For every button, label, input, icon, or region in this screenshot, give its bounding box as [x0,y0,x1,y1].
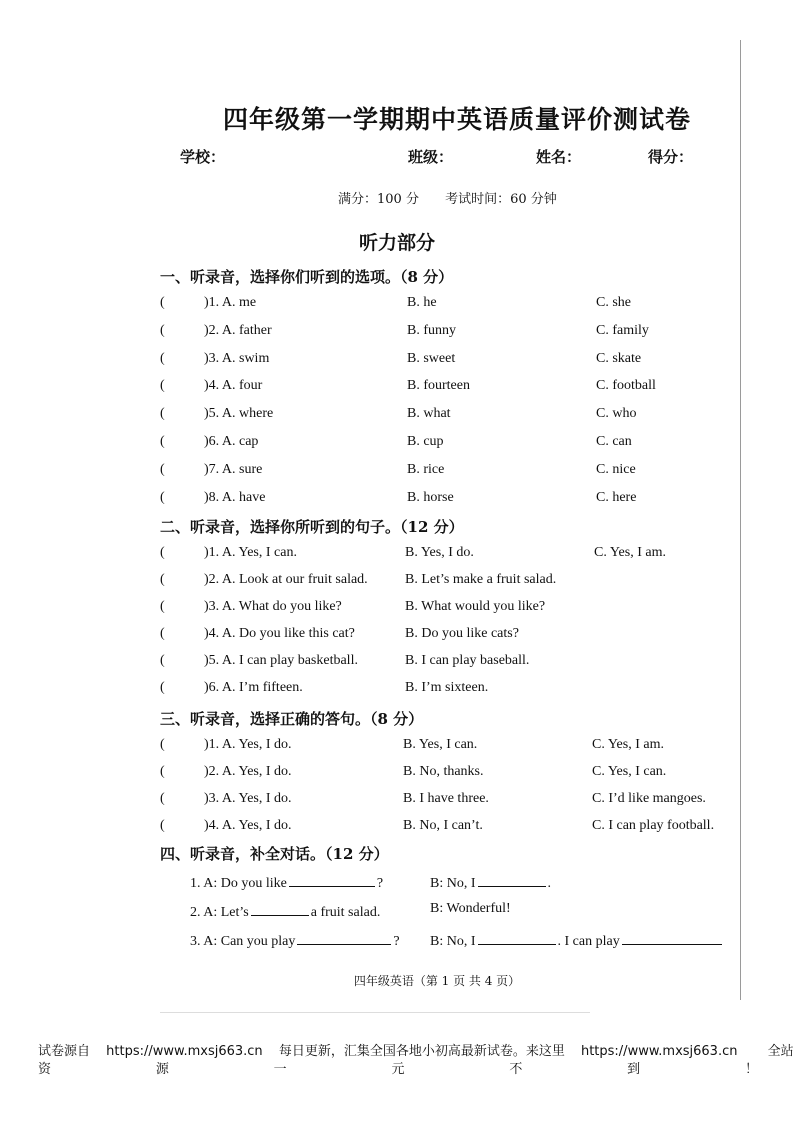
option-a: )2. A. father [204,322,272,338]
question-row [0,818,794,844]
option-a: )1. A. me [204,295,257,310]
question-row [0,490,794,516]
option-c: C. skate [596,350,642,366]
divider [160,1012,590,1013]
option-b: B. Yes, I can. [403,737,478,752]
total-score: 满分：100 分 [338,192,419,207]
option-a: )3. A. What do you like? [204,599,342,614]
answer-paren[interactable]: ( [160,406,165,422]
exam-time: 考试时间：60 分钟 [445,192,557,207]
source-notice-line2: 资 源 一 元 不 到 ！ [38,1062,758,1077]
answer-paren[interactable]: ( [160,350,165,366]
exam-title: 四年级第一学期期中英语质量评价测试卷 [222,105,691,134]
answer-paren[interactable]: ( [160,545,165,560]
page-footer: 四年级英语（第 1 页 共 4 页） [353,974,521,988]
part4-heading: 四、听录音，补全对话。（12 分） [160,845,389,863]
answer-paren[interactable]: ( [160,461,165,477]
question-row [0,653,794,679]
score-time-line [338,188,579,207]
question-row [0,572,794,598]
question-row [0,323,794,349]
dialogue-3-b: B: No, I . I can play [430,930,724,950]
question-row [0,351,794,377]
dialogue-2-a: 2. A: Let’s a fruit salad. [190,901,380,921]
option-b: B. rice [407,461,445,477]
answer-paren[interactable]: ( [160,295,165,310]
question-row [0,378,794,404]
option-a: )4. A. Yes, I do. [204,818,292,833]
option-b: B. Let’s make a fruit salad. [405,572,557,587]
source-notice-line1: 试卷源自 https://www.mxsj663.cn 每日更新，汇集全国各地小初高最新试卷。来这里 https://www.mxsj663.cn 全站 [38,1044,794,1059]
part3-heading: 三、听录音，选择正确的答句。（8 分） [160,710,424,728]
option-c: C. Yes, I am. [592,737,664,752]
option-a: )6. A. I’m fifteen. [204,680,303,695]
question-row [0,406,794,432]
school-label: 学校： [180,148,226,166]
option-a: )4. A. Do you like this cat? [204,626,355,641]
dialogue-1-b: B: No, I . [430,872,551,892]
part1-heading: 一、听录音，选择你们听到的选项。（8 分） [160,268,454,286]
option-c: C. here [596,489,637,505]
option-b: B. What would you like? [405,599,546,614]
scan-edge-line [740,40,741,1000]
answer-blank[interactable] [622,930,722,945]
option-a: )7. A. sure [204,461,263,477]
option-a: )6. A. cap [204,434,259,449]
answer-blank[interactable] [478,872,546,887]
option-c: C. family [596,322,649,338]
option-b: B. he [407,295,437,310]
answer-paren[interactable]: ( [160,378,165,394]
option-a: )4. A. four [204,378,263,394]
dialogue-1-a: 1. A: Do you like ? [190,872,383,892]
option-a: )5. A. where [204,406,274,422]
option-c: C. Yes, I am. [594,545,666,560]
option-c: C. I’d like mangoes. [592,791,706,806]
option-a: )3. A. Yes, I do. [204,791,292,806]
option-a: )5. A. I can play basketball. [204,653,358,668]
option-b: B. I’m sixteen. [405,680,489,695]
option-a: )8. A. have [204,489,266,505]
option-a: )1. A. Yes, I can. [204,545,297,560]
option-a: )2. A. Look at our fruit salad. [204,572,368,587]
source-link[interactable]: https://www.mxsj663.cn [580,1044,738,1059]
option-b: B. I have three. [403,791,489,806]
option-b: B. Yes, I do. [405,545,474,560]
answer-paren[interactable]: ( [160,322,165,338]
question-row [0,626,794,652]
question-row [0,599,794,625]
listening-section-heading: 听力部分 [358,232,435,254]
option-c: C. Yes, I can. [592,764,667,779]
question-row [0,680,794,706]
answer-paren[interactable]: ( [160,680,165,695]
source-link[interactable]: https://www.mxsj663.cn [106,1044,263,1059]
answer-paren[interactable]: ( [160,572,165,587]
option-c: C. I can play football. [592,818,715,833]
option-b: B. fourteen [407,378,470,394]
answer-paren[interactable]: ( [160,434,165,449]
question-row [0,295,794,321]
option-b: B. No, thanks. [403,764,484,779]
option-b: B. Do you like cats? [405,626,519,641]
option-c: C. who [596,406,637,422]
option-c: C. she [596,295,631,310]
answer-paren[interactable]: ( [160,653,165,668]
answer-blank[interactable] [478,930,556,945]
question-row [0,764,794,790]
option-b: B. what [407,406,451,422]
answer-paren[interactable]: ( [160,818,165,833]
option-c: C. can [596,434,632,449]
answer-blank[interactable] [251,901,309,916]
question-row [0,545,794,571]
option-c: C. football [596,378,656,394]
question-row [0,462,794,488]
option-b: B. horse [407,489,454,505]
option-b: B. cup [407,434,444,449]
option-b: B. funny [407,322,456,338]
class-label: 班级： [408,148,454,166]
answer-paren[interactable]: ( [160,626,165,641]
question-row [0,434,794,460]
question-row [0,737,794,763]
option-b: B. I can play baseball. [405,653,530,668]
option-b: B. sweet [407,350,456,366]
answer-paren[interactable]: ( [160,489,165,505]
dialogue-2-b: B: Wonderful! [430,901,511,916]
option-b: B. No, I can’t. [403,818,483,833]
option-a: )3. A. swim [204,350,270,366]
answer-blank[interactable] [289,872,375,887]
answer-paren[interactable]: ( [160,737,165,752]
option-c: C. nice [596,461,636,477]
answer-blank[interactable] [297,930,391,945]
answer-paren[interactable]: ( [160,599,165,614]
option-a: )1. A. Yes, I do. [204,737,292,752]
question-row [0,791,794,817]
dialogue-3-a: 3. A: Can you play ? [190,930,400,950]
part2-heading: 二、听录音，选择你所听到的句子。（12 分） [160,518,464,536]
option-a: )2. A. Yes, I do. [204,764,292,779]
answer-paren[interactable]: ( [160,764,165,779]
score-label: 得分： [648,148,694,166]
name-label: 姓名： [536,148,582,166]
answer-paren[interactable]: ( [160,791,165,806]
